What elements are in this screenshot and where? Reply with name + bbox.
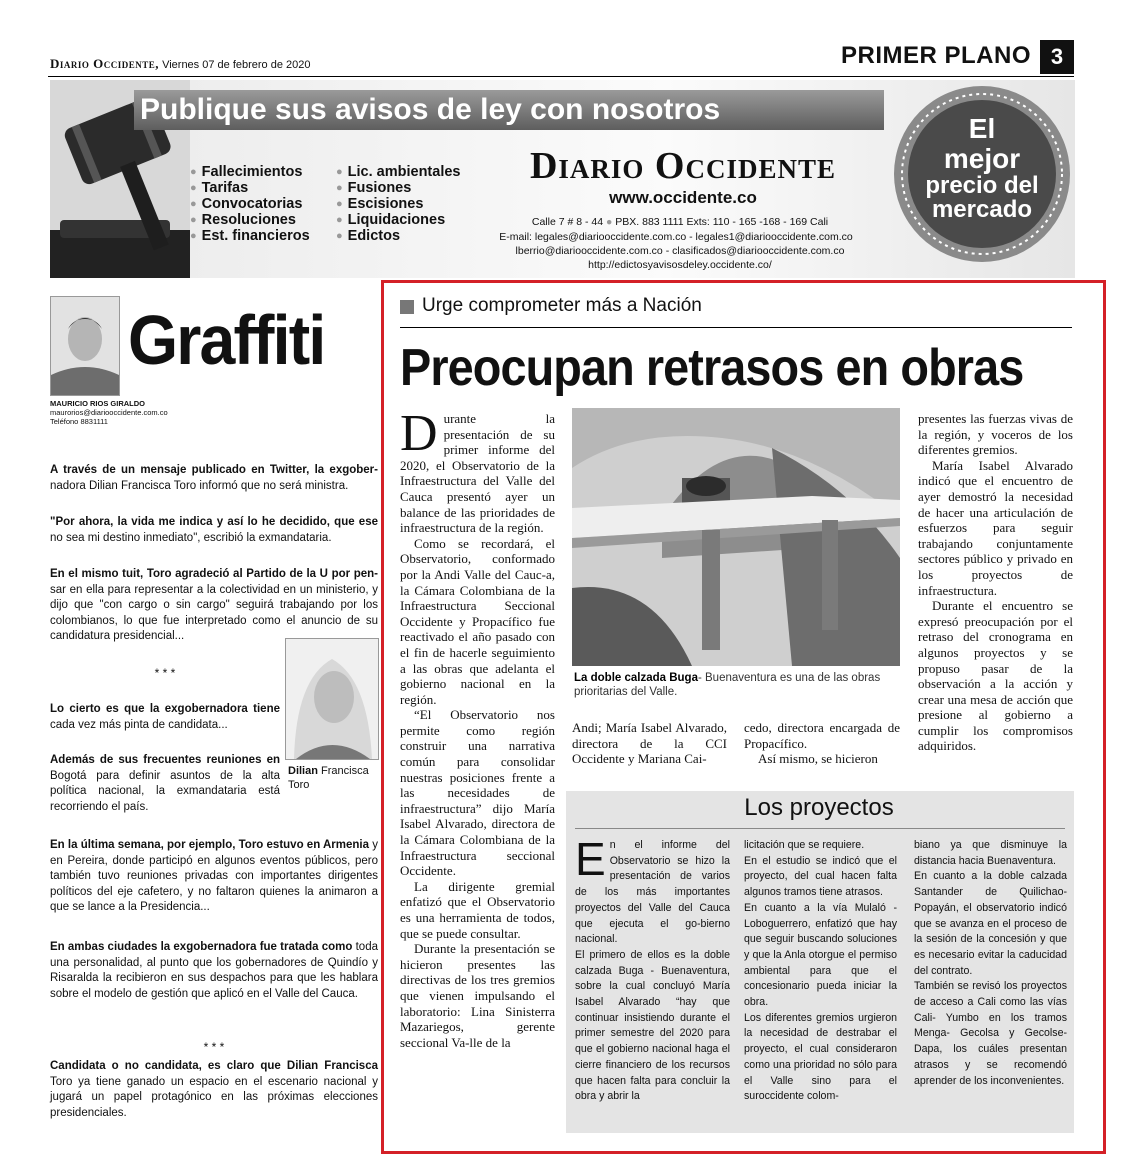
projects-paragraph: biano ya que disminuye la distancia hacia Buenaventura. [914,839,1067,867]
projects-column-1 [575,833,730,1105]
bullet-icon: ● [606,216,613,228]
graffiti-text: cada vez más pinta de candidata... [50,718,228,731]
article-column-3 [744,720,900,767]
graffiti-paragraph [50,463,378,494]
diario-occidente-logo: Diario Occidente [529,145,837,187]
ad-service: ● Est. financieros [190,228,310,244]
ad-headline: Publique sus avisos de ley con nosotros [140,93,721,126]
dilian-photo [285,638,379,760]
graffiti-lead: En ambas ciudades la exgobernadora fue tratada como [50,941,353,953]
projects-paragraph [575,833,730,948]
graffiti-paragraph [50,567,378,645]
ad-address-line [450,216,910,228]
article-paragraph: Durante el encuentro se expresó preocupación por el retraso del cronograma en algunos proyectos y se propuso pasar de la observación a la acción y crear una mesa de acción que presione al gobierno a cumplir los compromisos adquiridos. [918,598,1073,754]
projects-paragraph: También se revisó los proyectos de acceso a Cali como las vías Cali- Yumbo en los tramos Menga- Gecolsa y Gecolse- Dapa, los cuáles presentan atrasos y se recomendó aprender de los inconvenientes. [914,980,1067,1087]
issue-date: Viernes 07 de febrero de 2020 [162,59,311,71]
graffiti-lead: Además de sus frecuentes reuniones en [50,754,280,766]
projects-paragraph: En cuanto a la vía Mulaló - Loboguerrero, enfatizó que hay que seguir buscando soluciones y que la Anla otorgue el permiso ambiental para que el concesionario pueda iniciar la obra. [744,901,897,1009]
header-rule [48,76,1074,77]
projects-column-2 [744,838,897,1105]
projects-paragraph: En cuanto a la doble calzada Santander de Quilichao- Popayán, el observatorio indicó que se avanza en el proceso de la sesión de la concesión y que es necesario evitar la caducidad del contrato. [914,870,1067,977]
columnist-email: maurorios@diariooccidente.com.co [50,408,168,417]
columnist-name: MAURICIO RIOS GIRALDO [50,399,145,408]
article-paragraph [400,405,555,536]
projects-paragraph: licitación que se requiere. [744,839,865,851]
graffiti-lead: Lo cierto es que la exgobernadora tiene [50,703,280,715]
page-number: 3 [1040,40,1074,74]
article-column-2 [572,720,727,767]
projects-paragraph: Los diferentes gremios urgieron la necesidad de destrabar el proyecto, el cual consideraron como una prioridad no sólo para el Valle sino para el suroccidente colom- [744,1011,897,1103]
graffiti-text: no sea mi destino inmediato", escribió la exmandataria. [50,531,332,544]
paragraph-text: urante la presentación de su primer informe del 2020, el Observatorio de la Infraestructura del Valle del Cauca presentó ayer un balance de las prioridades de infraestructura de la región. [400,411,555,536]
graffiti-text: sar en ella para representar a la colectividad en un ministerio, y dijo que "con cargo o sin cargo" seguirá trabajando por los colombianos, lo que fue interpretado como el anuncio de su candidatura presidencial... [50,583,378,642]
graffiti-paragraph [50,702,280,733]
caption-rest: Francisca Toro [288,765,369,791]
kicker-rule [400,327,1072,328]
ad-service: ● Fallecimientos [190,164,310,180]
separator-stars: * * * [154,666,176,680]
graffiti-text: Toro ya tiene ganado un espacio en el escenario nacional y jugará un papel protagónico en las próximas elecciones presidenciales. [50,1075,378,1119]
projects-paragraph: El primero de ellos es la doble calzada Buga - Buenaventura, sobre la cual concluyó María Isabel Alvarado “hay que continuar insistiendo durante el primer semestre del 2020 para que el gobierno nacional haga el cierre financiero de los recursos que hacen falta para concluir la obra y abrir la [575,948,730,1103]
projects-column-3 [914,838,1067,1089]
graffiti-paragraph [50,838,378,916]
article-paragraph: cedo, directora encargada de Propacífico. [744,720,900,751]
masthead-dateline [50,56,311,72]
graffiti-lead: En la última semana, por ejemplo, Toro estuvo en Armenia [50,839,370,851]
article-column-4 [918,411,1073,754]
article-paragraph: Durante la presentación se hicieron presentes las directivas de los tres gremios que vienen impulsando el laboratorio: Lina Sinisterra Mazariegos, gerente seccional Va-lle de la [400,941,555,1050]
projects-title: Los proyectos [744,794,894,821]
graffiti-lead: "Por ahora, la vida me indica y así lo he decidido, que ese [50,516,378,528]
columnist-byline [50,399,168,426]
ad-service: ● Convocatorias [190,196,310,212]
graffiti-text: toda una personalidad, al punto que los gobernadores de Quindío y Risaralda la recibieron en sus despachos para que les hablara sobre el modelo de gestión que aplicó en el Valle del Cauca. [50,941,378,1000]
ad-service: ● Fusiones [336,180,460,196]
article-column-1 [400,405,555,1050]
separator-stars: * * * [203,1040,225,1054]
drop-cap: E [575,833,606,885]
columnist-photo [50,296,120,396]
legal-notices-ad [50,80,1075,278]
article-headline: Preocupan retrasos en obras [400,339,1024,397]
ad-site: http://edictosyavisosdeley.occidente.co/ [588,259,772,271]
ad-email-2: lberrio@diariooccidente.com.co - clasificados@diariooccidente.com.co [515,245,845,257]
bridge-photo [572,408,900,666]
seal-line: El [968,113,996,144]
photo-caption [574,671,902,699]
ad-address: Calle 7 # 8 - 44 [531,216,604,228]
seal-line: mejor [943,143,1021,174]
article-paragraph: Andi; María Isabel Alvarado, directora de la CCI Occidente y Mariana Cai- [572,720,727,767]
ad-email-1: E-mail: legales@diariooccidente.com.co - legales1@diariooccidente.com.co [499,231,853,243]
graffiti-text: y en Pereira, donde participó en algunos eventos públicos, pero también tuvo reuniones privadas con importantes dirigentes políticos del eje cafetero, y no faltaron quienes la animaron a que se lance a la Presidencia... [50,839,378,913]
seal-line: precio del [925,172,1039,199]
price-seal-text [892,114,1072,222]
projects-rule [575,828,1065,829]
graffiti-title: Graffiti [128,301,325,379]
graffiti-text: nadora Dilian Francisca Toro informó que no será ministra. [50,479,349,492]
ad-service: ● Liquidaciones [336,212,460,228]
article-paragraph: Así mismo, se hicieron [758,751,878,767]
article-paragraph: María Isabel Alvarado indicó que el encuentro de ayer demostró la necesidad de hacer una articulación de esfuerzos para seguir trabajando conjuntamente sectores público y privado en los proyectos de infraestructura. [918,457,1073,598]
dilian-caption [288,764,380,792]
projects-paragraph: En el estudio se indicó que el proyecto, del cual hacen falta algunos tramos tiene atrasos. [744,854,897,899]
graffiti-paragraph [50,1059,378,1121]
graffiti-lead: A través de un mensaje publicado en Twitter, la exgober- [50,464,378,476]
ad-service: ● Lic. ambientales [336,164,460,180]
ad-phone: PBX. 883 1111 Exts: 110 - 165 -168 - 169 Cali [615,216,829,228]
graffiti-lead: En el mismo tuit, Toro agradeció al Partido de la U por pen- [50,568,378,580]
paper-name: Diario Occidente, [50,56,160,71]
graffiti-paragraph [50,753,280,815]
graffiti-paragraph [50,940,378,1002]
caption-lead: La doble calzada Buga [574,672,698,684]
ad-services-col2 [336,164,460,244]
article-paragraph: Como se recordará, el Observatorio, conformado por la Andi Valle del Cauc-a, la Cámara Colombiana de la Infraestructura Seccional Occidente y Propacífico fue reactivado el año pasado con el fin de hacerle seguimiento a las obras que adelanta el gobierno nacional en la región. [400,535,555,707]
article-paragraph: presentes las fuerzas vivas de la región, y voceros de los diferentes gremios. [918,411,1073,458]
section-title: PRIMER PLANO [840,42,1031,69]
columnist-phone: Teléfono 8831111 [50,417,108,426]
ad-services-col1 [190,164,310,244]
article-paragraph: La dirigente gremial enfatizó que el Observatorio es una herramienta de todos, que se puede consultar. [400,878,555,941]
kicker-square-icon [400,300,414,314]
ad-website: www.occidente.co [609,188,757,207]
graffiti-lead: Candidata o no candidata, es claro que Dilian Francisca [50,1060,378,1072]
paragraph-text: n el informe del Observatorio se hizo la presentación de varios de los más importantes proyectos del Valle del Cauca que ejecuta el go-bierno nacional. [575,839,730,946]
seal-line: mercado [931,196,1033,223]
caption-text: - Buenaventura es una de las obras prioritarias del Valle. [574,672,881,698]
ad-service: ● Edictos [336,228,460,244]
drop-cap: D [400,405,438,462]
article-paragraph: “El Observatorio nos permite como región construir una narrativa común para consolidar nuestras posiciones frente a las necesidades de infraestructura” dijo María Isabel Alvarado, directora de la Cámara Colombiana de la Infraestructura seccional Occidente. [400,707,555,879]
ad-service: ● Resoluciones [190,212,310,228]
article-kicker: Urge comprometer más a Nación [422,295,702,316]
graffiti-paragraph [50,515,378,546]
caption-name: Dilian [288,765,318,777]
ad-service: ● Escisiones [336,196,460,212]
ad-service: ● Tarifas [190,180,310,196]
graffiti-text: Bogotá para definir asuntos de la alta política nacional, la exmandataria está recorriendo el país. [50,769,280,813]
